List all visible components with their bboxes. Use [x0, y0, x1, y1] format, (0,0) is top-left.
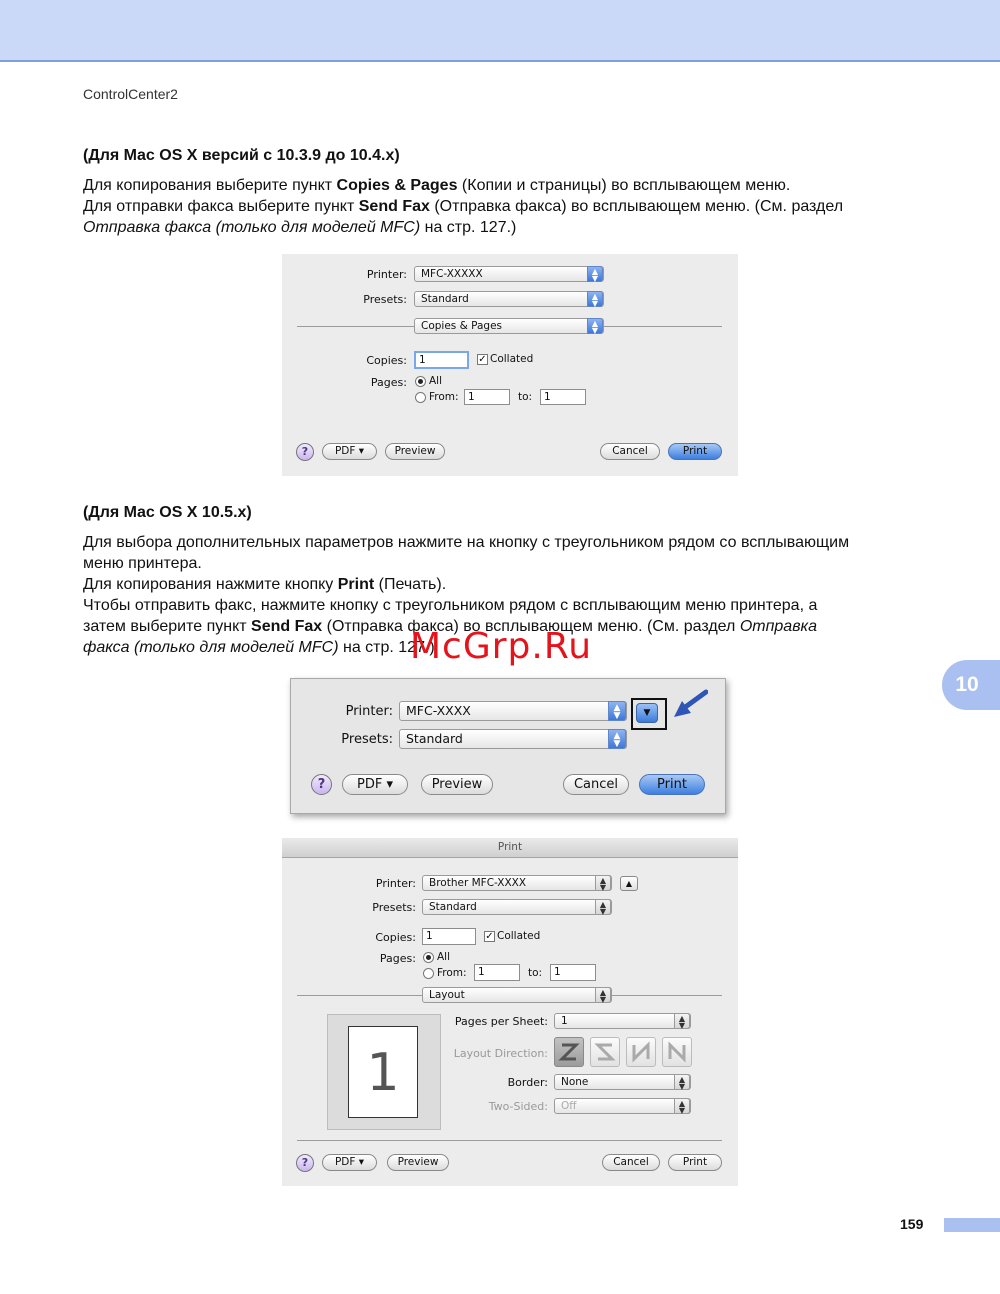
- text-run: Для копирования выберите пункт: [83, 177, 337, 194]
- panel-popup[interactable]: [414, 318, 604, 334]
- presets-label: Presets:: [341, 732, 393, 747]
- pages-all-radio[interactable]: [423, 952, 434, 963]
- pages-label: Pages:: [370, 376, 407, 389]
- pages-from-radio[interactable]: [423, 968, 434, 979]
- preview-button[interactable]: Preview: [387, 1154, 449, 1171]
- panel-value: Layout: [429, 989, 465, 1001]
- popup-arrows-icon: ▲ ▼: [595, 899, 611, 915]
- chapter-tab: 10: [942, 660, 1000, 710]
- presets-popup[interactable]: [422, 899, 612, 915]
- print-dialog-10-5-collapsed: [290, 678, 726, 814]
- printer-popup[interactable]: [422, 875, 612, 891]
- section1-line2: [83, 196, 943, 217]
- printer-label: Printer:: [366, 268, 407, 281]
- text-run: Для копирования нажмите кнопку: [83, 576, 338, 593]
- cancel-button[interactable]: Cancel: [600, 443, 660, 460]
- border-popup[interactable]: [554, 1074, 691, 1090]
- section1-line3: [83, 217, 943, 238]
- button-name: Print: [337, 576, 375, 593]
- reverse-z-direction-icon[interactable]: [590, 1037, 620, 1067]
- pages-per-sheet-popup[interactable]: [554, 1013, 691, 1029]
- section2-line2: меню принтера.: [83, 555, 202, 572]
- menu-item-name: Copies & Pages: [336, 177, 458, 194]
- section2-line1: Для выбора дополнительных параметров нажмите на кнопку с треугольником рядом со всплывающим: [83, 534, 850, 551]
- pages-label: Pages:: [379, 952, 416, 965]
- popup-arrows-icon: ▲ ▼: [595, 875, 611, 891]
- print-dialog-10-5-expanded: [282, 838, 738, 1186]
- copies-label: Copies:: [375, 931, 416, 944]
- popup-arrows-icon: ▲ ▼: [595, 987, 611, 1003]
- pdf-button[interactable]: PDF ▾: [322, 443, 377, 460]
- help-icon[interactable]: ?: [311, 774, 332, 795]
- cancel-button[interactable]: Cancel: [563, 774, 629, 795]
- z-direction-icon[interactable]: [554, 1037, 584, 1067]
- section1-heading: (Для Mac OS X версий с 10.3.9 до 10.4.x): [83, 147, 400, 164]
- to-field[interactable]: 1: [540, 389, 586, 405]
- pages-all-label: All: [437, 951, 451, 963]
- printer-value: MFC-XXXX: [406, 703, 471, 718]
- print-button[interactable]: Print: [668, 443, 722, 460]
- from-field[interactable]: 1: [464, 389, 510, 405]
- text-run: (Отправка факса) во всплывающем меню. (См. раздел: [322, 618, 740, 635]
- print-dialog-10-4: [282, 254, 738, 476]
- pages-from-label: From:: [429, 391, 459, 403]
- n-direction-icon[interactable]: [626, 1037, 656, 1067]
- cross-reference: Отправка: [739, 618, 818, 635]
- collated-label: Collated: [490, 353, 534, 365]
- top-header-band: [0, 0, 1000, 62]
- pages-all-radio[interactable]: [415, 376, 426, 387]
- printer-value: MFC-XXXXX: [421, 268, 483, 280]
- cancel-button[interactable]: Cancel: [602, 1154, 660, 1171]
- divider: [297, 326, 415, 327]
- from-field[interactable]: 1: [474, 964, 520, 981]
- divider: [297, 995, 423, 996]
- section1-line1: [83, 175, 943, 196]
- text-run: на стр. 127.): [338, 639, 435, 656]
- popup-arrows-icon: ▲ ▼: [608, 701, 626, 721]
- presets-popup[interactable]: [414, 291, 604, 307]
- panel-value: Copies & Pages: [421, 320, 503, 332]
- collated-checkbox[interactable]: ✓: [478, 354, 487, 365]
- border-label: Border:: [507, 1076, 548, 1089]
- popup-arrows-icon: ▲ ▼: [674, 1098, 690, 1114]
- presets-label: Presets:: [372, 901, 416, 914]
- pdf-button[interactable]: PDF ▾: [322, 1154, 377, 1171]
- print-button[interactable]: Print: [668, 1154, 722, 1171]
- text-run: (Печать).: [374, 576, 447, 593]
- popup-arrows-icon: ▲ ▼: [587, 266, 603, 282]
- disclosure-triangle-button[interactable]: ▲: [620, 876, 638, 891]
- pages-all-label: All: [429, 375, 443, 387]
- n-direction-glyph: [627, 1038, 655, 1066]
- pages-per-sheet-value: 1: [561, 1015, 568, 1027]
- panel-popup[interactable]: [422, 987, 612, 1003]
- presets-value: Standard: [406, 731, 463, 746]
- watermark: McGrp.Ru: [410, 626, 593, 667]
- disclosure-triangle-button[interactable]: ▼: [636, 703, 658, 723]
- layout-preview: [327, 1014, 441, 1130]
- help-icon[interactable]: ?: [296, 443, 314, 461]
- border-value: None: [561, 1076, 589, 1088]
- layout-direction-label: Layout Direction:: [453, 1047, 548, 1060]
- popup-arrows-icon: ▲ ▼: [674, 1013, 690, 1029]
- pages-to-label: to:: [518, 391, 533, 403]
- two-sided-value: Off: [561, 1100, 577, 1112]
- menu-item-name: Send Fax: [358, 198, 430, 215]
- two-sided-popup[interactable]: [554, 1098, 691, 1114]
- help-icon[interactable]: ?: [296, 1154, 314, 1172]
- reverse-n-direction-icon[interactable]: [662, 1037, 692, 1067]
- divider: [604, 326, 722, 327]
- pages-to-label: to:: [528, 967, 543, 979]
- presets-value: Standard: [429, 901, 477, 913]
- text-run: затем выберите пункт: [83, 618, 252, 635]
- collated-checkbox[interactable]: ✓: [485, 931, 494, 942]
- cross-reference: Отправка факса (только для моделей MFC): [83, 219, 421, 236]
- printer-label: Printer:: [375, 877, 416, 890]
- collated-label: Collated: [497, 930, 541, 942]
- popup-arrows-icon: ▲ ▼: [587, 318, 603, 334]
- print-button[interactable]: Print: [639, 774, 705, 795]
- z-direction-glyph: [555, 1038, 583, 1066]
- printer-popup[interactable]: [399, 701, 627, 721]
- presets-popup[interactable]: [399, 729, 627, 749]
- section2-heading: (Для Mac OS X 10.5.x): [83, 504, 252, 521]
- section2-line3: [83, 574, 943, 595]
- copies-label: Copies:: [366, 354, 407, 367]
- pages-from-radio[interactable]: [415, 392, 426, 403]
- pages-per-sheet-label: Pages per Sheet:: [454, 1015, 548, 1028]
- copies-field[interactable]: 1: [422, 928, 476, 945]
- reverse-z-direction-glyph: [591, 1038, 619, 1066]
- section2-line4: Чтобы отправить факс, нажмите кнопку с треугольником рядом с всплывающим меню принтера, а: [83, 597, 818, 614]
- menu-item-name: Send Fax: [251, 618, 323, 635]
- page-number: 159: [900, 1216, 924, 1232]
- divider: [612, 995, 722, 996]
- popup-arrows-icon: ▲ ▼: [608, 729, 626, 749]
- printer-label: Printer:: [345, 704, 393, 719]
- preview-button[interactable]: Preview: [385, 443, 445, 460]
- printer-popup[interactable]: [414, 266, 604, 282]
- copies-field[interactable]: 1: [414, 351, 469, 369]
- preview-page: 1: [348, 1026, 418, 1118]
- window-title: Print: [282, 838, 738, 858]
- page-number-bar: [944, 1218, 1000, 1232]
- pointer-arrow-icon: [672, 689, 708, 719]
- text-run: (Отправка факса) во всплывающем меню. (См. раздел: [429, 198, 844, 215]
- popup-arrows-icon: ▲ ▼: [587, 291, 603, 307]
- preview-button[interactable]: Preview: [421, 774, 493, 795]
- cross-reference: факса (только для моделей MFC): [83, 639, 339, 656]
- text-run: (Копии и страницы) во всплывающем меню.: [457, 177, 791, 194]
- two-sided-label: Two-Sided:: [488, 1100, 548, 1113]
- presets-value: Standard: [421, 293, 469, 305]
- divider: [297, 1140, 722, 1141]
- text-run: на стр. 127.): [420, 219, 517, 236]
- pages-from-label: From:: [437, 967, 467, 979]
- popup-arrows-icon: ▲ ▼: [674, 1074, 690, 1090]
- presets-label: Presets:: [363, 293, 407, 306]
- text-run: Для отправки факса выберите пункт: [83, 198, 359, 215]
- reverse-n-direction-glyph: [663, 1038, 691, 1066]
- to-field[interactable]: 1: [550, 964, 596, 981]
- pdf-button[interactable]: PDF ▾: [342, 774, 408, 795]
- running-header: ControlCenter2: [83, 86, 178, 102]
- printer-value: Brother MFC-XXXX: [429, 877, 527, 889]
